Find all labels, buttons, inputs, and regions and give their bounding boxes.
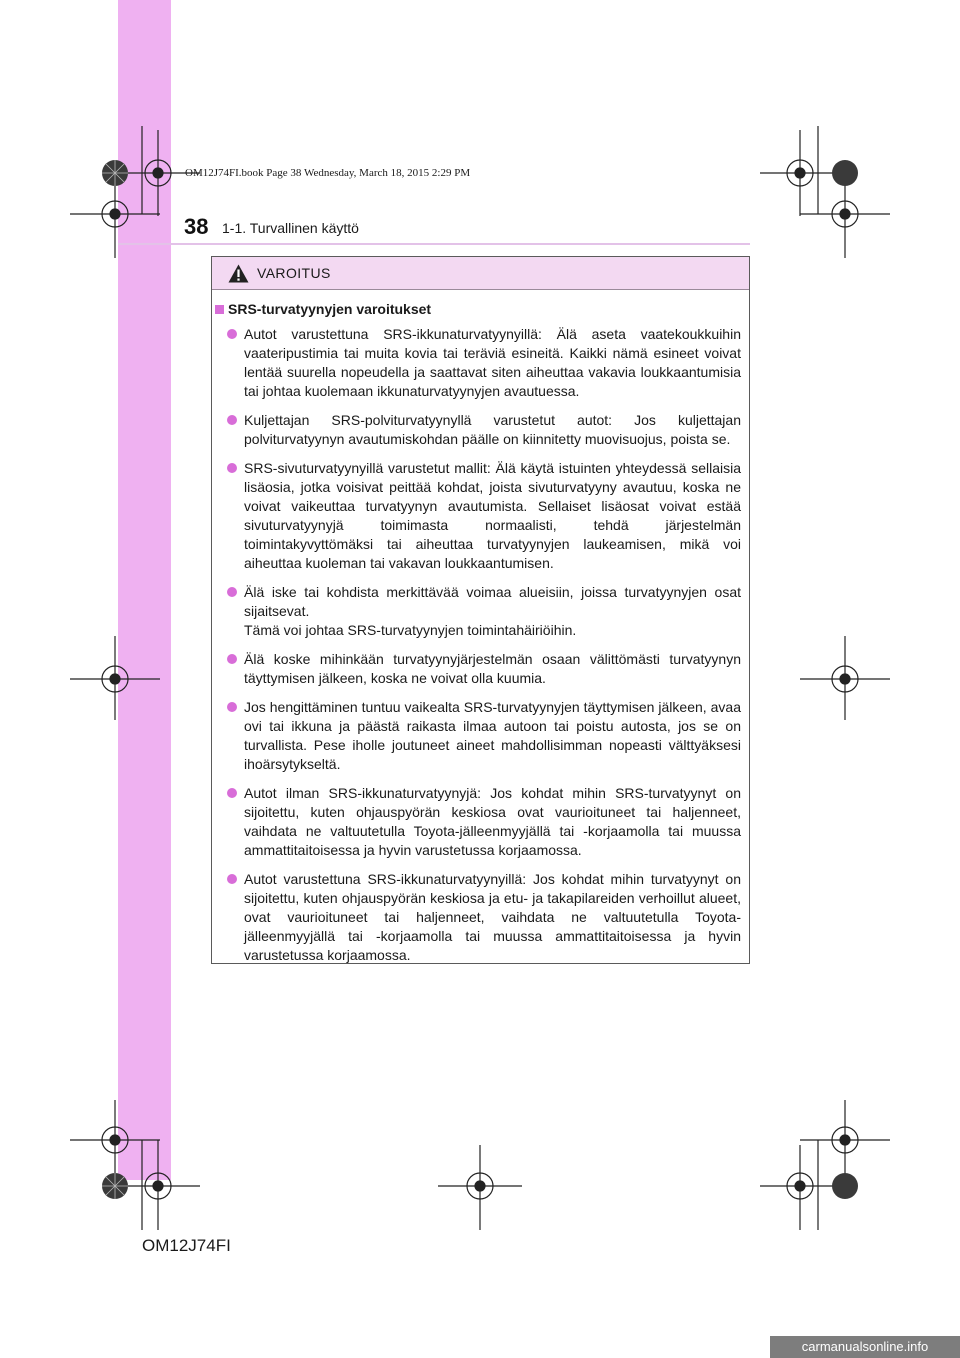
list-item bbox=[215, 459, 741, 573]
list-item-text: Kuljettajan SRS-polviturvatyynyllä varustetut autot: Jos kuljettajan polviturvatyynyn avautumiskohdan päälle on kiinnitetty muovisuojus, poista se. bbox=[244, 412, 741, 447]
bullet-icon bbox=[227, 463, 237, 473]
warning-list bbox=[215, 325, 741, 965]
bullet-icon bbox=[227, 788, 237, 798]
warning-triangle-icon bbox=[228, 264, 249, 283]
list-item-text: Älä koske mihinkään turvatyynyjärjestelmän osaan välittömästi turvatyynyn täyttymisen jälkeen, koska ne voivat olla kuumia. bbox=[244, 651, 741, 686]
side-color-bar bbox=[118, 0, 171, 1180]
list-item-text: Autot ilman SRS-ikkunaturvatyynyjä: Jos kohdat mihin SRS-turvatyynyt on sijoitettu, kuten ohjauspyörän keskiosa ovat vaurioituneet tai haljenneet, vaihdata ne valtuutetulla Toyota-jälleenmyyjällä tai -korjaamolla tai muussa ammattitaitoisessa ja hyvin varustetussa korjaamossa. bbox=[244, 785, 741, 858]
list-item bbox=[215, 698, 741, 774]
watermark: carmanualsonline.info bbox=[770, 1336, 960, 1358]
list-item bbox=[215, 650, 741, 688]
list-item bbox=[215, 325, 741, 401]
warning-label: VAROITUS bbox=[257, 265, 331, 281]
list-item-text: Jos hengittäminen tuntuu vaikealta SRS-turvatyynyjen täyttymisen jälkeen, avaa ovi tai ikkuna ja päästä raikasta ilmaa autoon tai poistu autosta, jos se on turvallista. Pese iholle joutuneet aineet mahdollisimman nopeasti välttyäksesi ihoärsytykseltä. bbox=[244, 699, 741, 772]
bullet-icon bbox=[227, 329, 237, 339]
book-info: OM12J74FI.book Page 38 Wednesday, March 18, 2015 2:29 PM bbox=[185, 167, 471, 179]
warning-body bbox=[212, 290, 749, 965]
header-rule bbox=[118, 243, 750, 245]
list-item bbox=[215, 784, 741, 860]
bullet-icon bbox=[227, 654, 237, 664]
warning-box bbox=[211, 256, 750, 964]
footer-code: OM12J74FI bbox=[142, 1236, 231, 1255]
section-title: 1-1. Turvallinen käyttö bbox=[222, 220, 359, 236]
list-item-text: Autot varustettuna SRS-ikkunaturvatyynyillä: Älä aseta vaatekoukkuihin vaateripustimia tai muita kovia tai teräviä esineitä. Kaikki nämä esineet voivat lentää suurella nopeudella ja saattavat siten aiheuttaa vakavia loukkaantumisia tai johtaa kuolemaan ikkunaturvatyynyjen avautuessa. bbox=[244, 326, 741, 399]
subheading-text: SRS-turvatyynyjen varoitukset bbox=[228, 301, 432, 317]
list-item bbox=[215, 870, 741, 965]
warning-header bbox=[212, 257, 749, 290]
square-bullet-icon bbox=[215, 305, 224, 314]
list-item bbox=[215, 411, 741, 449]
bullet-icon bbox=[227, 415, 237, 425]
bullet-icon bbox=[227, 874, 237, 884]
list-item-text: SRS-sivuturvatyynyillä varustetut mallit: Älä käytä istuinten yhteydessä sellaisia lisäosia, jotka voisivat peittää kohdat, joista sivuturvatyyny avautuu, koska ne voivat vaikeuttaa turvatyynyn avautumista. Sellaiset lisäosat voivat estää sivuturvatyynyjä toimimasta normaalisti, tehdä järjestelmän toimintakyvyttömäksi tai aiheuttaa turvatyynyjen laukeamisen, mikä voi aiheuttaa kuoleman tai vakavan loukkaantumisen. bbox=[244, 460, 741, 571]
warning-subheading bbox=[215, 300, 741, 319]
page-number: 38 bbox=[184, 214, 209, 239]
list-item-text: Älä iske tai kohdista merkittävää voimaa alueisiin, joissa turvatyynyjen osat sijaitsevat. Tämä voi johtaa SRS-turvatyynyjen toimintahäiriöihin. bbox=[244, 584, 741, 638]
bullet-icon bbox=[227, 702, 237, 712]
bullet-icon bbox=[227, 587, 237, 597]
list-item-text: Autot varustettuna SRS-ikkunaturvatyynyillä: Jos kohdat mihin turvatyynyt on sijoitettu, kuten ohjauspyörän keskiosa ja etu- ja takapilareiden verhoillut alueet, ovat vaurioituneet tai haljenneet, vaihdata ne valtuutetulla Toyota-jälleenmyyjällä tai -korjaamolla tai muussa ammattitaitoisessa ja hyvin varustetussa korjaamossa. bbox=[244, 871, 741, 963]
list-item bbox=[215, 583, 741, 640]
